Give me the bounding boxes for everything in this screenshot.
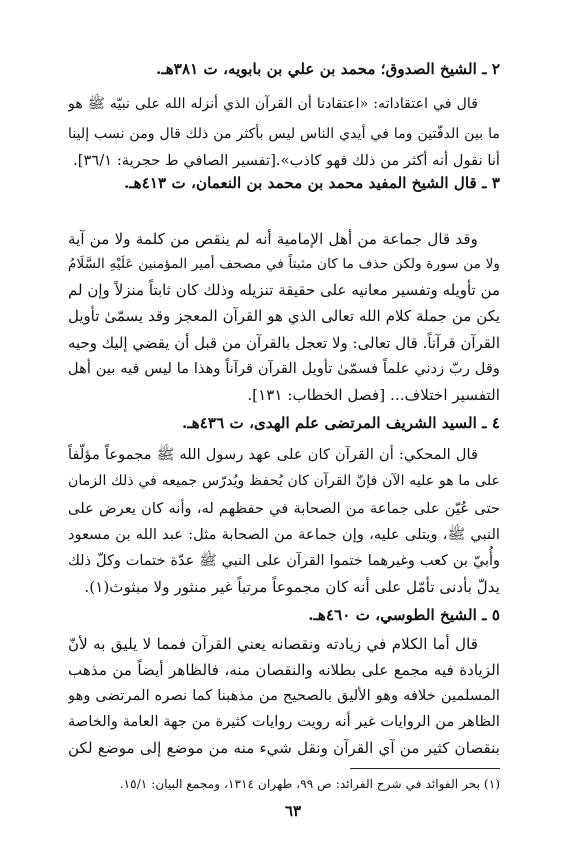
text-line: وأُبيّ بن كعب وغيرهما ختموا القرآن على النبي ﷺ عدّة ختمات وكلّ ذلك <box>68 553 500 569</box>
text-line: من تأويله وتفسير معانيه على حقيقة تنزيله وذلك كان ثابتاً منزلاً وإن لم <box>68 281 500 299</box>
text-line: ولا من سورة ولكن حذف ما كان مثبتاً في مصحف أمير المؤمنين عَلَيْهِ السَّلَامُ <box>68 256 500 272</box>
text-line: ٢ ـ الشيخ الصدوق؛ محمد بن علي بن بابويه، ت ٣٨١هـ. <box>156 60 500 78</box>
text-line: القرآن قرآناً. قال تعالى: ولا تعجل بالقرآن من قبل أن يقضي إليك وحيه <box>68 334 500 352</box>
text-line: الزيادة فيه مجمع على بطلانه والنقصان منه، فالظاهر أيضاً من مذهب <box>68 661 500 679</box>
text-line: يكن من جملة كلام الله تعالى الذي هو القرآن المعجز وقد يسمّىٰ تأويل <box>68 307 500 325</box>
text-line: ما بين الدفّتين وما في أيدي الناس ليس بأكثر من ذلك قال ومن نسب إلينا <box>68 126 500 142</box>
text-line: يدلّ بأدنى تأمّل على أنه كان مجموعاً مرتباً غير منثور ولا مبثوث(١). <box>84 578 500 596</box>
text-line: حتى عُيّن على جماعة من الصحابة في حفظهم له، وأنه كان يعرض على <box>68 500 500 517</box>
text-line: على ما هو عليه الآن فإنّ القرآن كان يُحفظ ويُدرّس جميعه في ذلك الزمان <box>68 473 500 489</box>
text-line: التفسير اختلاف... [فصل الخطاب: ١٣١]. <box>247 386 500 404</box>
text-line: المسلمين خلافه وهو الأليق بالصحيح من مذهبنا كما نصره المرتضى وهو <box>68 687 500 704</box>
text-line: قال أما الكلام في زيادته ونقصانه يعني القرآن فمما لا يليق به لأنّ <box>68 635 478 653</box>
text-line: وقد قال جماعة من أهل الإمامية أنه لم ينقص من كلمة ولا من آية <box>68 230 478 248</box>
text-line: ٤ ـ السيد الشريف المرتضى علم الهدى، ت ٤٣٦هـ. <box>182 414 500 432</box>
text-line: وقل ربّ زدني علماً فسمّىٰ تأويل القرآن قرآناً وهذا ما ليس فيه بين أهل <box>68 360 500 377</box>
text-line: ٥ ـ الشيخ الطوسي، ت ٤٦٠هـ. <box>308 606 500 624</box>
text-line: قال في اعتقاداته: «اعتقادنا أن القرآن الذي أنزله الله على نبيّه ﷺ هو <box>68 96 478 112</box>
footnote: (١) بحر الفوائد في شرح الفرائد: ص ٩٩، طهران ١٣١٤، ومجمع البيان: ١٥/١. <box>119 777 500 791</box>
footnote-divider <box>350 768 500 769</box>
text-line: النبي ﷺ، ويتلى عليه، وإن جماعة من الصحابة مثل: عبد الله بن مسعود <box>68 526 500 543</box>
text-line: ٣ ـ قال الشيخ المفيد محمد بن محمد بن النعمان، ت ٤١٣هـ. <box>123 174 500 192</box>
page-number: ٦٣ <box>284 802 302 820</box>
text-line: أنا نقول أنه أكثر من ذلك فهو كاذب».[تفسير الصافي ط حجرية: ٣٦/١]. <box>73 152 500 169</box>
text-line: قال المحكي: أن القرآن كان على عهد رسول الله ﷺ مجموعاً مؤلّفاً <box>68 446 478 463</box>
text-line: بنقصان كثير من آي القرآن ونقل شيء منه من موضع إلى موضع لكن <box>68 739 500 757</box>
text-line: الظاهر من الروايات غير أنه رويت روايات كثيرة من جهة العامة والخاصة <box>68 713 500 730</box>
